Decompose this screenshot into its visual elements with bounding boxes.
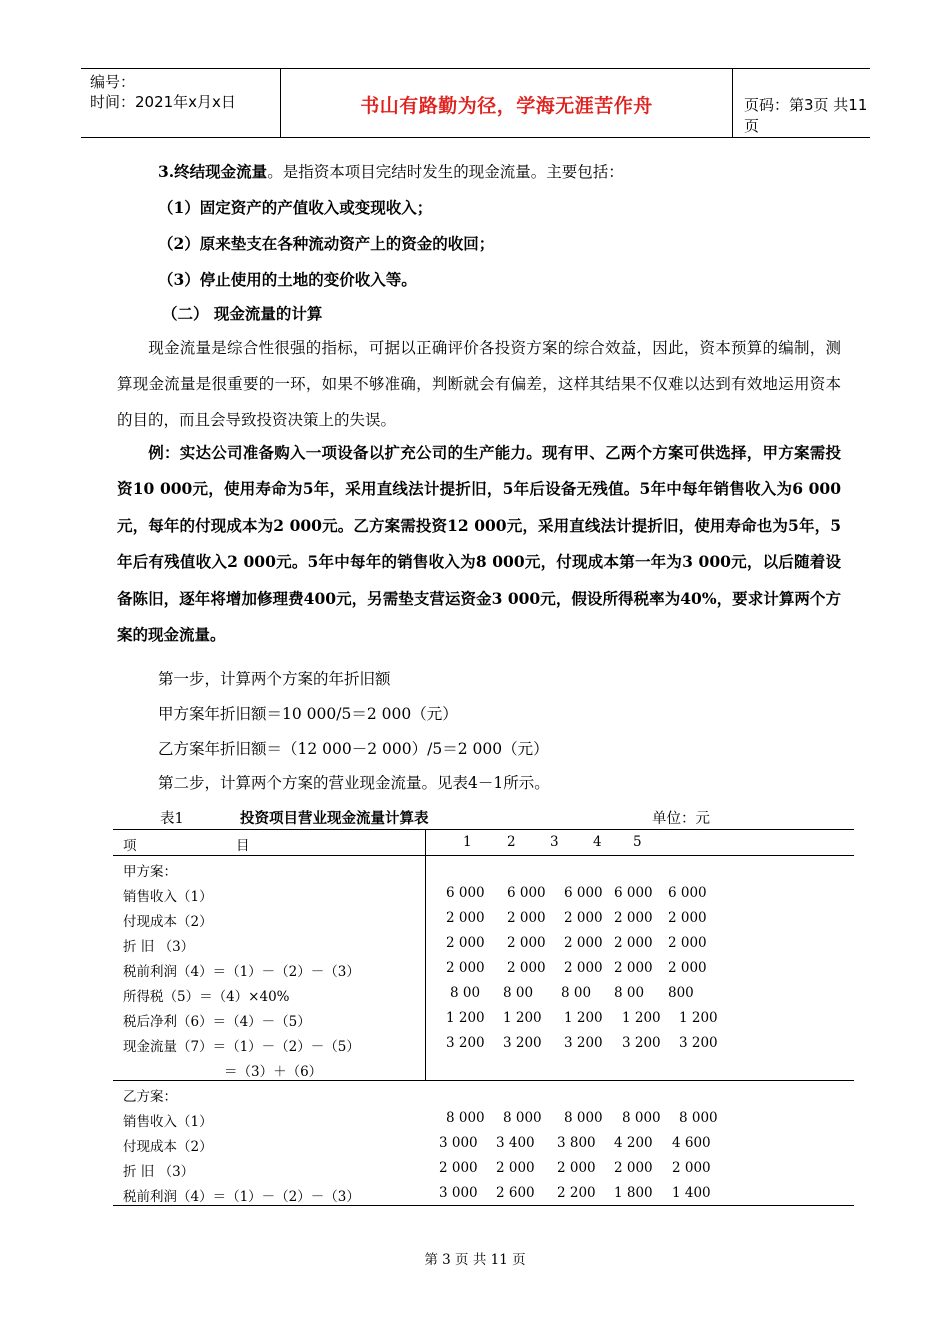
header-right-cell	[733, 69, 870, 137]
header-left-cell	[81, 69, 281, 137]
section-title: （二） 现金流量的计算	[162, 304, 323, 323]
cell-value: 3 200	[503, 1035, 542, 1051]
row-label: 销售收入（1）	[123, 1114, 213, 1130]
example-paragraph	[117, 435, 841, 653]
cell-value: 2 000	[614, 960, 653, 976]
cell-value: 3 200	[679, 1035, 718, 1051]
row-label: 销售收入（1）	[123, 889, 213, 905]
cell-value: 8 00	[561, 985, 592, 1001]
cell-value: 2 000	[564, 960, 603, 976]
cell-value: 1 200	[503, 1010, 542, 1026]
cell-value: 3 200	[622, 1035, 661, 1051]
cell-value: 2 000	[614, 910, 653, 926]
terminal-title: 3.终结现金流量	[158, 162, 268, 181]
cell-value: 4 200	[614, 1135, 653, 1151]
cell-value: 8 000	[564, 1110, 603, 1126]
row-label: 税前利润（4）＝（1）－（2）－（3）	[123, 1189, 360, 1205]
cell-value: 2 000	[564, 910, 603, 926]
cell-value: 8 000	[446, 1110, 485, 1126]
calc-b: 乙方案年折旧额＝（12 000－2 000）/5＝2 000（元）	[158, 740, 549, 758]
cell-value: 2 000	[614, 1160, 653, 1176]
cell-value: 6 000	[446, 885, 485, 901]
cell-value: 1 200	[622, 1010, 661, 1026]
plan-b-title: 乙方案：	[123, 1089, 177, 1105]
cell-value: 2 000	[668, 935, 707, 951]
date-label: 时间：2021年x月x日	[90, 93, 236, 111]
terminal-item: （1）固定资产的产值收入或变现收入；	[158, 198, 433, 217]
cell-value: 2 000	[496, 1160, 535, 1176]
cell-value: 6 000	[668, 885, 707, 901]
cell-value: 3 000	[439, 1135, 478, 1151]
cell-value: 8 000	[503, 1110, 542, 1126]
table-header-rule	[113, 855, 854, 856]
col-item-2: 目	[236, 838, 250, 854]
cell-value: 1 400	[672, 1185, 711, 1201]
cell-value: 3 200	[446, 1035, 485, 1051]
example-text: 例：实达公司准备购入一项设备以扩充公司的生产能力。现有甲、乙两个方案可供选择，甲方案需投资10 000元，使用寿命为5年，采用直线法计提折旧，5年后设备无残值。5年中每年销售收入为6 000元，每年的付现成本为2 000元。乙方案需投资12 000元，采用直线法计提折旧，使用寿命也为5年，5年后有残值收入2 000元。5年中每年的销售收入为8 000元，付现成本第一年为3 000元，以后随着设备陈旧，逐年将增加修理费400元，另需垫支营运资金3 000元，假设所得税率为40%，要求计算两个方案的现金流量。	[117, 443, 841, 645]
cell-value: 2 000	[672, 1160, 711, 1176]
cell-value: 2 000	[507, 960, 546, 976]
intro-paragraph-text: 现金流量是综合性很强的指标，可据以正确评价各投资方案的综合效益，因此，资本预算的编制，测算现金流量是很重要的一环，如果不够准确，判断就会有偏差，这样其结果不仅难以达到有效地运用资本的目的，而且会导致投资决策上的失误。	[117, 339, 841, 429]
cell-value: 3 400	[496, 1135, 535, 1151]
number-label: 编号：	[90, 73, 136, 91]
cell-value: 1 200	[446, 1010, 485, 1026]
year-header: 1	[463, 834, 472, 850]
header-center-cell	[281, 69, 733, 137]
cell-value: 2 000	[557, 1160, 596, 1176]
cell-value: 2 000	[564, 935, 603, 951]
intro-paragraph	[117, 330, 841, 438]
cell-value: 8 00	[450, 985, 481, 1001]
terminal-desc: 。是指资本项目完结时发生的现金流量。主要包括：	[267, 163, 624, 181]
plan-a-title: 甲方案：	[123, 864, 177, 880]
table-bottom-rule	[113, 1205, 854, 1206]
cell-value: 2 000	[668, 960, 707, 976]
cell-value: 1 200	[679, 1010, 718, 1026]
cell-value: 3 800	[557, 1135, 596, 1151]
row-label: 付现成本（2）	[123, 914, 213, 930]
row-label-continuation: ＝（3）＋（6）	[224, 1064, 323, 1080]
row-label: 所得税（5）＝（4）×40%	[123, 989, 290, 1005]
cell-value: 8 00	[503, 985, 534, 1001]
page-footer: 第 3 页 共 11 页	[424, 1252, 526, 1268]
cell-value: 3 200	[564, 1035, 603, 1051]
table-vertical-rule	[425, 829, 426, 1080]
cell-value: 800	[668, 985, 694, 1001]
cell-value: 2 000	[446, 935, 485, 951]
col-item-1: 项	[123, 838, 137, 854]
row-label: 付现成本（2）	[123, 1139, 213, 1155]
year-header: 5	[633, 834, 642, 850]
cell-value: 2 000	[439, 1160, 478, 1176]
cell-value: 8 000	[622, 1110, 661, 1126]
terminal-item: （2）原来垫支在各种流动资产上的资金的收回；	[158, 234, 495, 253]
table-unit: 单位：元	[652, 811, 710, 827]
step2: 第二步，计算两个方案的营业现金流量。见表4－1所示。	[158, 774, 550, 792]
calc-a: 甲方案年折旧额＝10 000/5＝2 000（元）	[158, 705, 458, 723]
table-caption-title: 投资项目营业现金流量计算表	[240, 810, 429, 827]
cell-value: 2 000	[446, 960, 485, 976]
row-label: 现金流量（7）＝（1）－（2）－（5）	[123, 1039, 360, 1055]
step1: 第一步，计算两个方案的年折旧额	[158, 670, 391, 688]
terminal-item: （3）停止使用的土地的变价收入等。	[158, 270, 417, 289]
motto: 书山有路勤为径，学海无涯苦作舟	[360, 95, 653, 117]
cell-value: 2 000	[507, 935, 546, 951]
cell-value: 2 000	[507, 910, 546, 926]
row-label: 税前利润（4）＝（1）－（2）－（3）	[123, 964, 360, 980]
page-header	[81, 68, 870, 138]
cell-value: 3 000	[439, 1185, 478, 1201]
cell-value: 2 200	[557, 1185, 596, 1201]
cell-value: 2 000	[668, 910, 707, 926]
cell-value: 6 000	[614, 885, 653, 901]
row-label: 税后净利（6）＝（4）－（5）	[123, 1014, 311, 1030]
row-label: 折 旧 （3）	[123, 939, 195, 955]
year-header: 3	[550, 834, 559, 850]
cell-value: 8 000	[679, 1110, 718, 1126]
table-caption-number: 表1	[160, 811, 184, 827]
row-label: 折 旧 （3）	[123, 1164, 195, 1180]
terminal-cashflow-line	[158, 162, 624, 182]
cell-value: 4 600	[672, 1135, 711, 1151]
cell-value: 6 000	[507, 885, 546, 901]
table-top-rule	[113, 829, 854, 830]
year-header: 4	[593, 834, 602, 850]
cell-value: 1 800	[614, 1185, 653, 1201]
cell-value: 1 200	[564, 1010, 603, 1026]
cell-value: 2 000	[446, 910, 485, 926]
page-label: 页码：第3页 共11页	[744, 96, 868, 135]
cell-value: 6 000	[564, 885, 603, 901]
cell-value: 8 00	[614, 985, 645, 1001]
cell-value: 2 600	[496, 1185, 535, 1201]
table-mid-rule	[113, 1080, 854, 1081]
year-header: 2	[507, 834, 516, 850]
cell-value: 2 000	[614, 935, 653, 951]
